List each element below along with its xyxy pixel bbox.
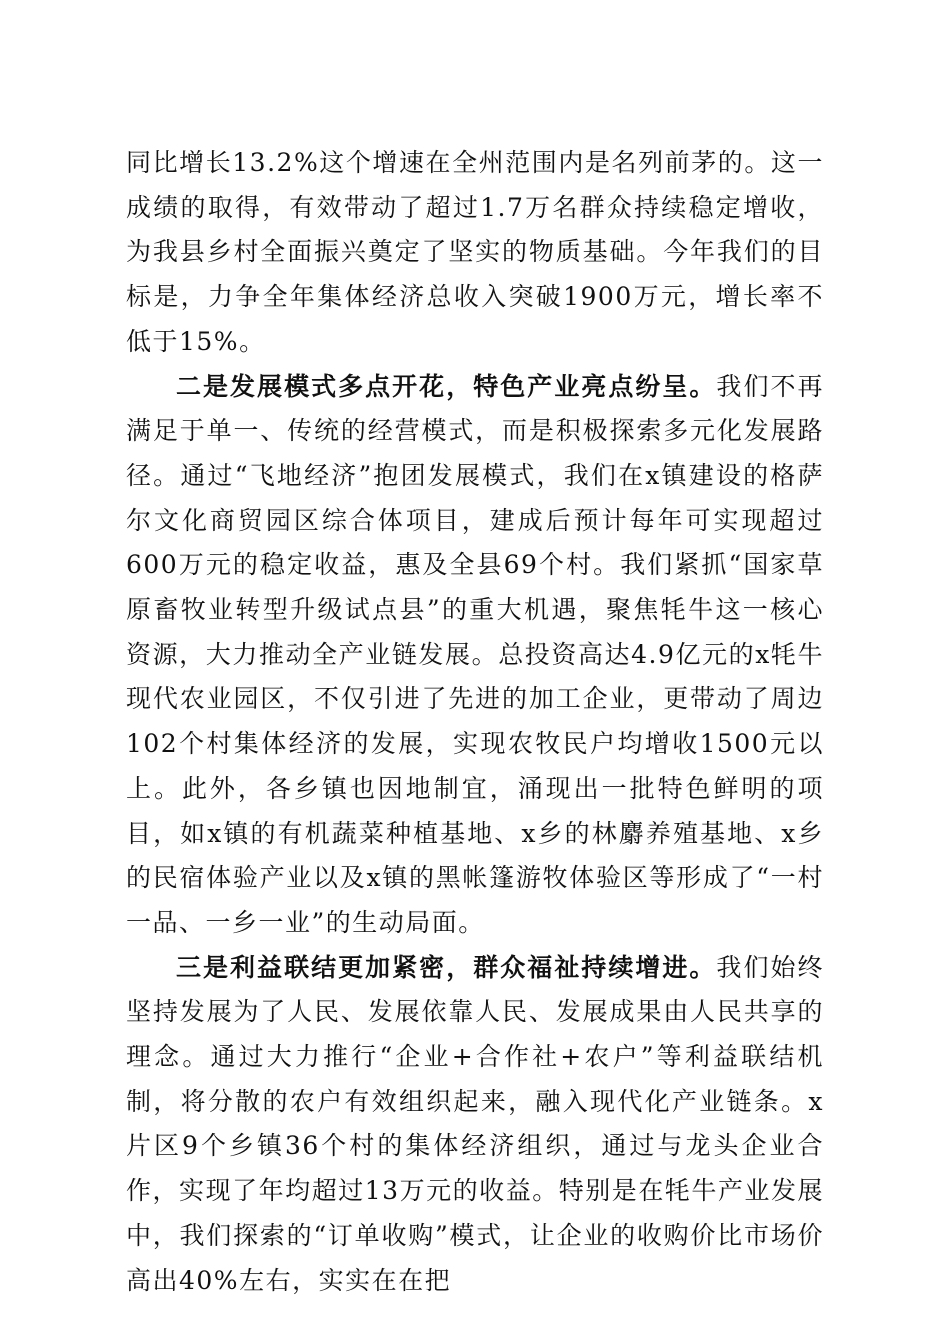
body-text: [126, 141, 824, 1303]
paragraph-body: 我们始终坚持发展为了人民、发展依靠人民、发展成果由人民共享的理念。通过大力推行“企业+合作社+农户”等利益联结机制，将分散的农户有效组织起来，融入现代化产业链条。x片区9个乡镇36个村的集体经济组织，通过与龙头企业合作，实现了年均超过13万元的收益。特别是在牦牛产业发展中，我们探索的“订单收购”模式，让企业的收购价比市场价高出40%左右，实实在在把: [126, 952, 824, 1295]
paragraph-heading: 二是发展模式多点开花，特色产业亮点纷呈。: [176, 371, 717, 401]
paragraph-body: 同比增长13.2%这个增速在全州范围内是名列前茅的。这一成绩的取得，有效带动了超过1.7万名群众持续稳定增收，为我县乡村全面振兴奠定了坚实的物质基础。今年我们的目标是，力争全年集体经济总收入突破1900万元，增长率不低于15%。: [126, 148, 824, 356]
paragraph-continuation: [126, 141, 824, 365]
paragraph-development-models: [126, 365, 824, 946]
paragraph-body: 我们不再满足于单一、传统的经营模式，而是积极探索多元化发展路径。通过“飞地经济”抱团发展模式，我们在x镇建设的格萨尔文化商贸园区综合体项目，建成后预计每年可实现超过600万元的稳定收益，惠及全县69个村。我们紧抓“国家草原畜牧业转型升级试点县”的重大机遇，聚焦牦牛这一核心资源，大力推动全产业链发展。总投资高达4.9亿元的x牦牛现代农业园区，不仅引进了先进的加工企业，更带动了周边102个村集体经济的发展，实现农牧民户均增收1500元以上。此外，各乡镇也因地制宜，涌现出一批特色鲜明的项目，如x镇的有机蔬菜种植基地、x乡的林麝养殖基地、x乡的民宿体验产业以及x镇的黑帐篷游牧体验区等形成了“一村一品、一乡一业”的生动局面。: [126, 371, 824, 937]
paragraph-heading: 三是利益联结更加紧密，群众福祉持续增进。: [176, 952, 717, 982]
paragraph-benefit-linkage: [126, 946, 824, 1304]
